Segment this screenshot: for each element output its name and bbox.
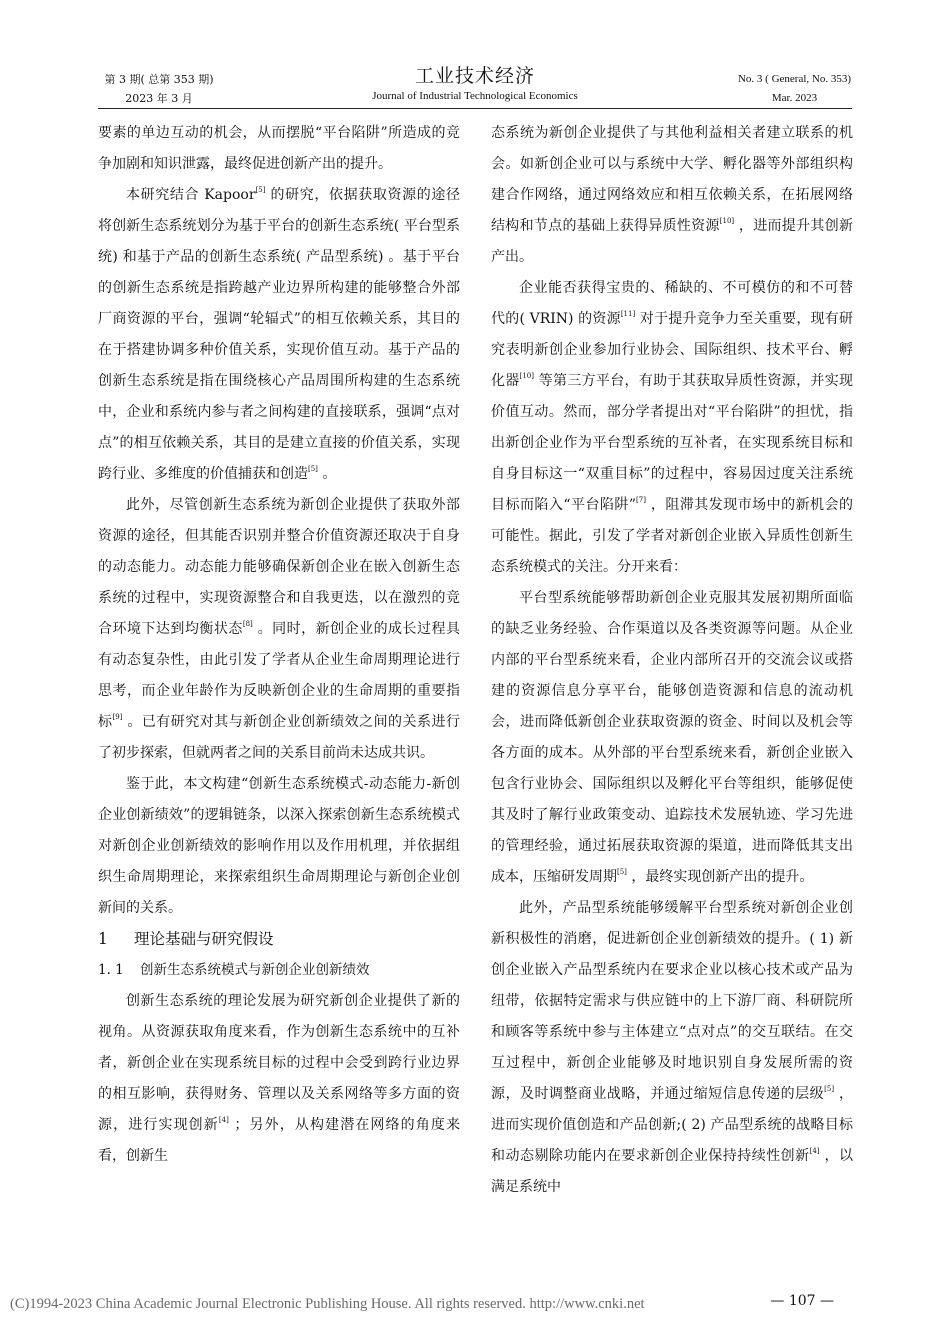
paragraph bbox=[98, 180, 460, 490]
journal-title bbox=[300, 64, 650, 104]
paragraph bbox=[491, 273, 853, 583]
left-column bbox=[98, 118, 460, 1172]
text-run: ，阻滞其发现市场中的新机会的可能性。据此，引发了学者对新创企业嵌入异质性创新生态系统模式的关注。分开来看： bbox=[491, 497, 853, 575]
issue-date-en: Mar. 2023 bbox=[771, 92, 818, 104]
citation-ref: [10] bbox=[719, 217, 735, 225]
text-run: 。 bbox=[317, 466, 337, 482]
header-rule bbox=[98, 108, 852, 109]
section-heading bbox=[98, 924, 460, 955]
section-number: 1 bbox=[98, 930, 108, 948]
section-title: 理论基础与研究假设 bbox=[134, 930, 274, 948]
copyright-notice: (C)1994-2023 China Academic Journal Electronic Publishing House. All rights reserved. http://www.cnki.net bbox=[10, 1296, 645, 1312]
citation-ref: [4] bbox=[218, 1116, 229, 1124]
subsection-title: 创新生态系统模式与新创企业创新绩效 bbox=[140, 962, 370, 978]
paragraph bbox=[491, 893, 853, 1203]
text-run: ，以满足系统中 bbox=[491, 1148, 853, 1195]
header-issue-cn bbox=[100, 70, 218, 108]
subsection-number: 1. 1 bbox=[98, 962, 124, 978]
text-run: 创新生态系统的理论发展为研究新创企业提供了新的视角。从资源获取角度来看，作为创新生态系统中的互补者，新创企业在实现系统目标的过程中会受到跨行业边界的相互影响，获得财务、管理以及关系网络等多方面的资源，进行实现创新 bbox=[98, 993, 460, 1133]
text-run: ，最终实现创新产出的提升。 bbox=[626, 869, 814, 885]
citation-ref: [11] bbox=[620, 310, 636, 318]
header-issue-en bbox=[738, 70, 851, 108]
text-run: 对于提升竞争力至关重要，现有研究表明新创企业参加行业协会、国际组织、技术平台、孵化器 bbox=[491, 311, 853, 389]
citation-ref: [9] bbox=[112, 713, 123, 721]
text-run: 平台型系统能够帮助新创企业克服其发展初期所面临的缺乏业务经验、合作渠道以及各类资源等问题。从企业内部的平台型系统来看，企业内部所召开的交流会议或搭建的资源信息分享平台，能够创造资源和信息的流动机会，进而降低新创企业获取资源的资金、时间以及机会等各方面的成本。从外部的平台型系统来看，新创企业嵌入包含行业协会、国际组织以及孵化平台等组织，能够促使其及时了解行业政策变动、追踪技术发展轨迹、学习先进的管理经验，通过拓展获取资源的渠道，进而降低其支出成本，压缩研发周期 bbox=[491, 590, 853, 885]
text-run: ，进而实现价值创造和产品创新;( 2) 产品型系统的战略目标和动态剔除功能内在要求新创企业保持持续性创新 bbox=[491, 1086, 853, 1164]
text-run: 等第三方平台，有助于其获取异质性资源，并实现价值互动。然而，部分学者提出对“平台陷阱”的担忧，指出新创企业作为平台型系统的互补者，在实现系统目标和自身目标这一“双重目标”的过程中，容易因过度关注系统目标而陷入“平台陷阱” bbox=[491, 373, 854, 513]
page-number: — 107 — bbox=[770, 1293, 834, 1309]
citation-ref: [8] bbox=[242, 620, 253, 628]
citation-ref: [5] bbox=[824, 1085, 835, 1093]
paragraph: 鉴于此，本文构建“创新生态系统模式-动态能力-新创企业创新绩效”的逻辑链条，以深入探索创新生态系统模式对新创企业创新绩效的影响作用以及作用机理，并依据组织生命周期理论，来探索组织生命周期理论与新创企业创新间的关系。 bbox=[98, 776, 460, 916]
journal-title-en: Journal of Industrial Technological Economics bbox=[372, 90, 578, 102]
issue-number-cn: 第 3 期( 总第 353 期) bbox=[104, 73, 214, 86]
text-run: 此外，产品型系统能够缓解平台型系统对新创企业创新积极性的消磨，促进新创企业创新绩效的提升。( 1) 新创企业嵌入产品型系统内在要求企业以核心技术或产品为纽带，依据特定需求与供应链中的上下游厂商、科研院所和顾客等系统中参与主体建立“点对点”的交互联结。在交互过程中，新创企业能够及时地识别自身发展所需的资源，及时调整商业战略，并通过缩短信息传递的层级 bbox=[491, 900, 853, 1102]
paragraph bbox=[98, 490, 460, 769]
text-run: 的研究，依据获取资源的途径将创新生态系统划分为基于平台的创新生态系统( 平台型系统) 和基于产品的创新生态系统( 产品型系统) 。基于平台的创新生态系统是指跨越产业边界所构建的能够整合外部厂商资源的平台，强调“轮辐式”的相互依赖关系，其目的在于搭建协调多种价值关系，实现价值互动。基于产品的创新生态系统是指在围绕核心产品周围所构建的生态系统中，企业和系统内参与者之间构建的直接联系，强调“点对点”的相互依赖关系，其目的是建立直接的价值关系，实现跨行业、多维度的价值捕获和创造 bbox=[98, 187, 460, 482]
citation-ref: [5] bbox=[308, 465, 318, 473]
citation-ref: [7] bbox=[636, 496, 646, 504]
text-run: ，进而提升其创新产出。 bbox=[491, 218, 853, 265]
subsection-heading bbox=[98, 955, 460, 986]
citation-ref: [5] bbox=[617, 868, 627, 876]
text-run: 本研究结合 Kapoor bbox=[126, 187, 256, 203]
paragraph bbox=[98, 986, 460, 1172]
citation-ref: [10] bbox=[519, 372, 534, 380]
issue-date-cn: 2023 年 3 月 bbox=[125, 92, 193, 105]
journal-title-cn: 工业技术经济 bbox=[414, 65, 535, 87]
paragraph: 要素的单边互动的机会，从而摆脱“平台陷阱”所造成的竞争加剧和知识泄露，最终促进创新产出的提升。 bbox=[98, 125, 460, 172]
text-run: 此外，尽管创新生态系统为新创企业提供了获取外部资源的途径，但其能否识别并整合价值资源还取决于自身的动态能力。动态能力能够确保新创企业在嵌入创新生态系统的过程中，实现资源整合和自我更迭，以在激烈的竞合环境下达到均衡状态 bbox=[98, 497, 460, 637]
right-column bbox=[491, 118, 853, 1203]
citation-ref: [4] bbox=[809, 1147, 820, 1155]
citation-ref: [5] bbox=[255, 186, 266, 194]
text-run: 态系统为新创企业提供了与其他利益相关者建立联系的机会。如新创企业可以与系统中大学、孵化器等外部组织构建合作网络，通过网络效应和相互依赖关系，在拓展网络结构和节点的基础上获得异质性资源 bbox=[491, 125, 853, 234]
text-run: 。同时，新创企业的成长过程具有动态复杂性，由此引发了学者从企业生命周期理论进行思考，而企业年龄作为反映新创企业的生命周期的重要指标 bbox=[98, 621, 460, 730]
paragraph bbox=[491, 118, 853, 273]
text-run: 。已有研究对其与新创企业创新绩效之间的关系进行了初步探索，但就两者之间的关系目前尚未达成共识。 bbox=[98, 714, 460, 761]
text-run: 企业能否获得宝贵的、稀缺的、不可模仿的和不可替代的( VRIN) 的资源 bbox=[491, 280, 853, 327]
paragraph bbox=[491, 583, 853, 893]
issue-number-en: No. 3 ( General, No. 353) bbox=[737, 73, 851, 85]
text-run: ；另外，从构建潜在网络的角度来看，创新生 bbox=[98, 1117, 461, 1164]
